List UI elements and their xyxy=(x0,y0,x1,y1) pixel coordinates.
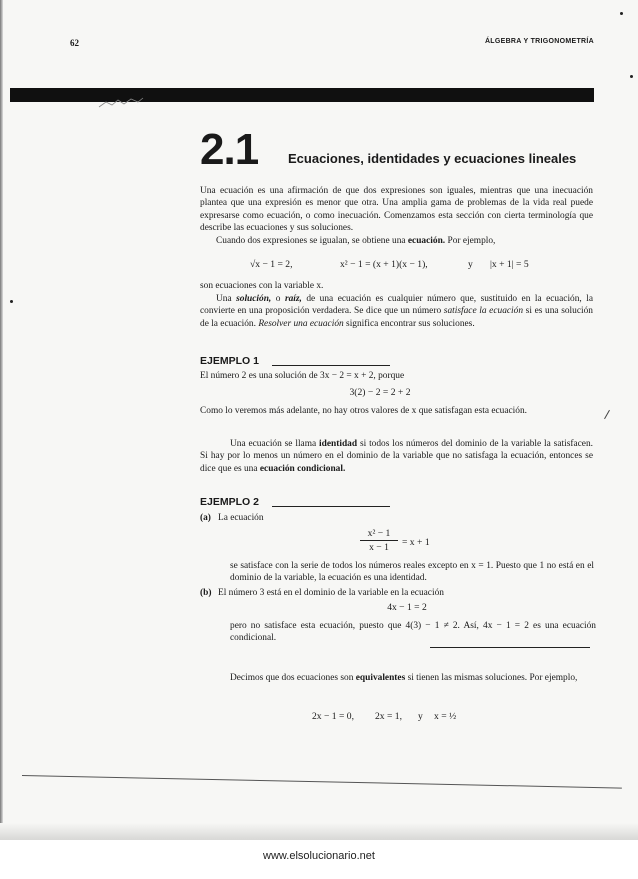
term-ecuacion-condicional: ecuación condicional. xyxy=(259,463,346,474)
page-bottom-edge-line xyxy=(22,775,622,789)
term-resolver: Resolver una ecuación xyxy=(258,318,344,329)
term-equivalentes: equivalentes xyxy=(355,673,406,683)
section-title: Ecuaciones, identidades y ecuaciones lineales xyxy=(288,151,577,166)
page-number: 62 xyxy=(70,38,79,48)
term-solucion: solución, xyxy=(236,294,272,304)
scan-speck xyxy=(10,300,13,303)
fraction-denominator: x − 1 xyxy=(369,542,389,553)
example-2-end-rule xyxy=(430,647,590,648)
variable-sentence: son ecuaciones con la variable x. xyxy=(200,281,324,291)
example-1-rule xyxy=(272,365,390,366)
example-1-text: El número 2 es una solución de 3x − 2 = x + 2, porque xyxy=(200,371,405,381)
example-2b-note: pero no satisface esta ecuación, puesto que 4(3) − 1 ≠ 2. Así, 4x − 1 = 2 es una ecuación condicional. xyxy=(230,621,596,644)
example-2a-label: (a) xyxy=(200,513,211,523)
example-equation-difference-squares: x² − 1 = (x + 1)(x − 1), xyxy=(340,259,428,270)
fraction-bar xyxy=(360,540,398,541)
example-1-end-mark xyxy=(604,410,610,419)
term-satisface: satisface la ecuación xyxy=(443,306,524,317)
example-2b-text: El número 3 está en el dominio de la variable en la ecuación xyxy=(218,588,444,598)
example-2-rule xyxy=(272,506,390,507)
example-1-equation: 3(2) − 2 = 2 + 2 xyxy=(349,387,411,398)
example-2a-fraction xyxy=(360,528,398,553)
equation-definition-paragraph: Cuando dos expresiones se igualan, se obtiene una ecuación. Por ejemplo, xyxy=(216,236,496,246)
example-2b-equation: 4x − 1 = 2 xyxy=(387,602,427,613)
example-equation-sqrt: √x − 1 = 2, xyxy=(250,259,293,270)
equivalent-paragraph: Decimos que dos ecuaciones son equivalentes si tienen las mismas soluciones. Por ejemplo, xyxy=(230,673,578,683)
example-1-note: Como lo veremos más adelante, no hay otros valores de x que satisfagan esta ecuación. xyxy=(200,406,527,416)
page-bottom-shadow xyxy=(0,823,638,840)
solution-definition-paragraph: Una solución, o raíz, de una ecuación es cualquier número que, sustituido en la ecuación, la convierte en una proposición verdadera. Se dice que un número satisface la ecuación si es una solución de la ecuación. Resolver una ecuación significa encontrar sus soluciones. xyxy=(200,294,594,329)
scan-speck xyxy=(620,12,623,15)
example-equation-absolute: |x + 1| = 5 xyxy=(490,259,529,270)
equivalent-equation-3: x = ½ xyxy=(434,711,457,722)
term-raiz: raíz, xyxy=(284,294,302,304)
pencil-scribble-mark xyxy=(98,96,144,108)
intro-paragraph: Una ecuación es una afirmación de que dos expresiones son iguales, mientras que una inecuación plantea que una expresión es menor que otra. Una amplia gama de problemas de la vida real puede expresarse como ecuación, o como inecuación. Comenzamos esta sección con cierta terminología que describe las ecuaciones y sus soluciones. xyxy=(200,186,593,234)
running-head: ÁLGEBRA Y TRIGONOMETRÍA xyxy=(484,38,594,45)
example-2b-label: (b) xyxy=(200,588,212,598)
example-2a-rhs: = x + 1 xyxy=(402,537,430,548)
equivalent-equation-1: 2x − 1 = 0, xyxy=(312,711,355,722)
fraction-numerator: x² − 1 xyxy=(367,528,391,539)
conjunction-y: y xyxy=(468,259,473,270)
term-ecuacion: ecuación. xyxy=(407,236,446,246)
example-1-heading: EJEMPLO 1 xyxy=(200,355,259,367)
page-edge-shadow xyxy=(0,0,3,840)
scan-speck xyxy=(630,75,633,78)
example-2a-note: se satisface con la serie de todos los números reales excepto en x = 1. Puesto que 1 no está en el dominio de la variable, la ecuación es una identidad. xyxy=(230,561,594,584)
term-identidad: identidad xyxy=(319,439,358,449)
identity-paragraph: Una ecuación se llama identidad si todos los números del dominio de la variable la satisfacen. Si hay por lo menos un número en el dominio de la variable que no satisfaga la ecuación, entonces se dice que es una ecuación condicional. xyxy=(200,439,593,474)
example-2a-text: La ecuación xyxy=(218,513,264,523)
footer-url: www.elsolucionario.net xyxy=(263,850,375,862)
conjunction-y-2: y xyxy=(418,711,423,722)
example-2-heading: EJEMPLO 2 xyxy=(200,496,259,508)
equivalent-equation-2: 2x = 1, xyxy=(375,711,402,722)
section-number: 2.1 xyxy=(200,125,259,174)
